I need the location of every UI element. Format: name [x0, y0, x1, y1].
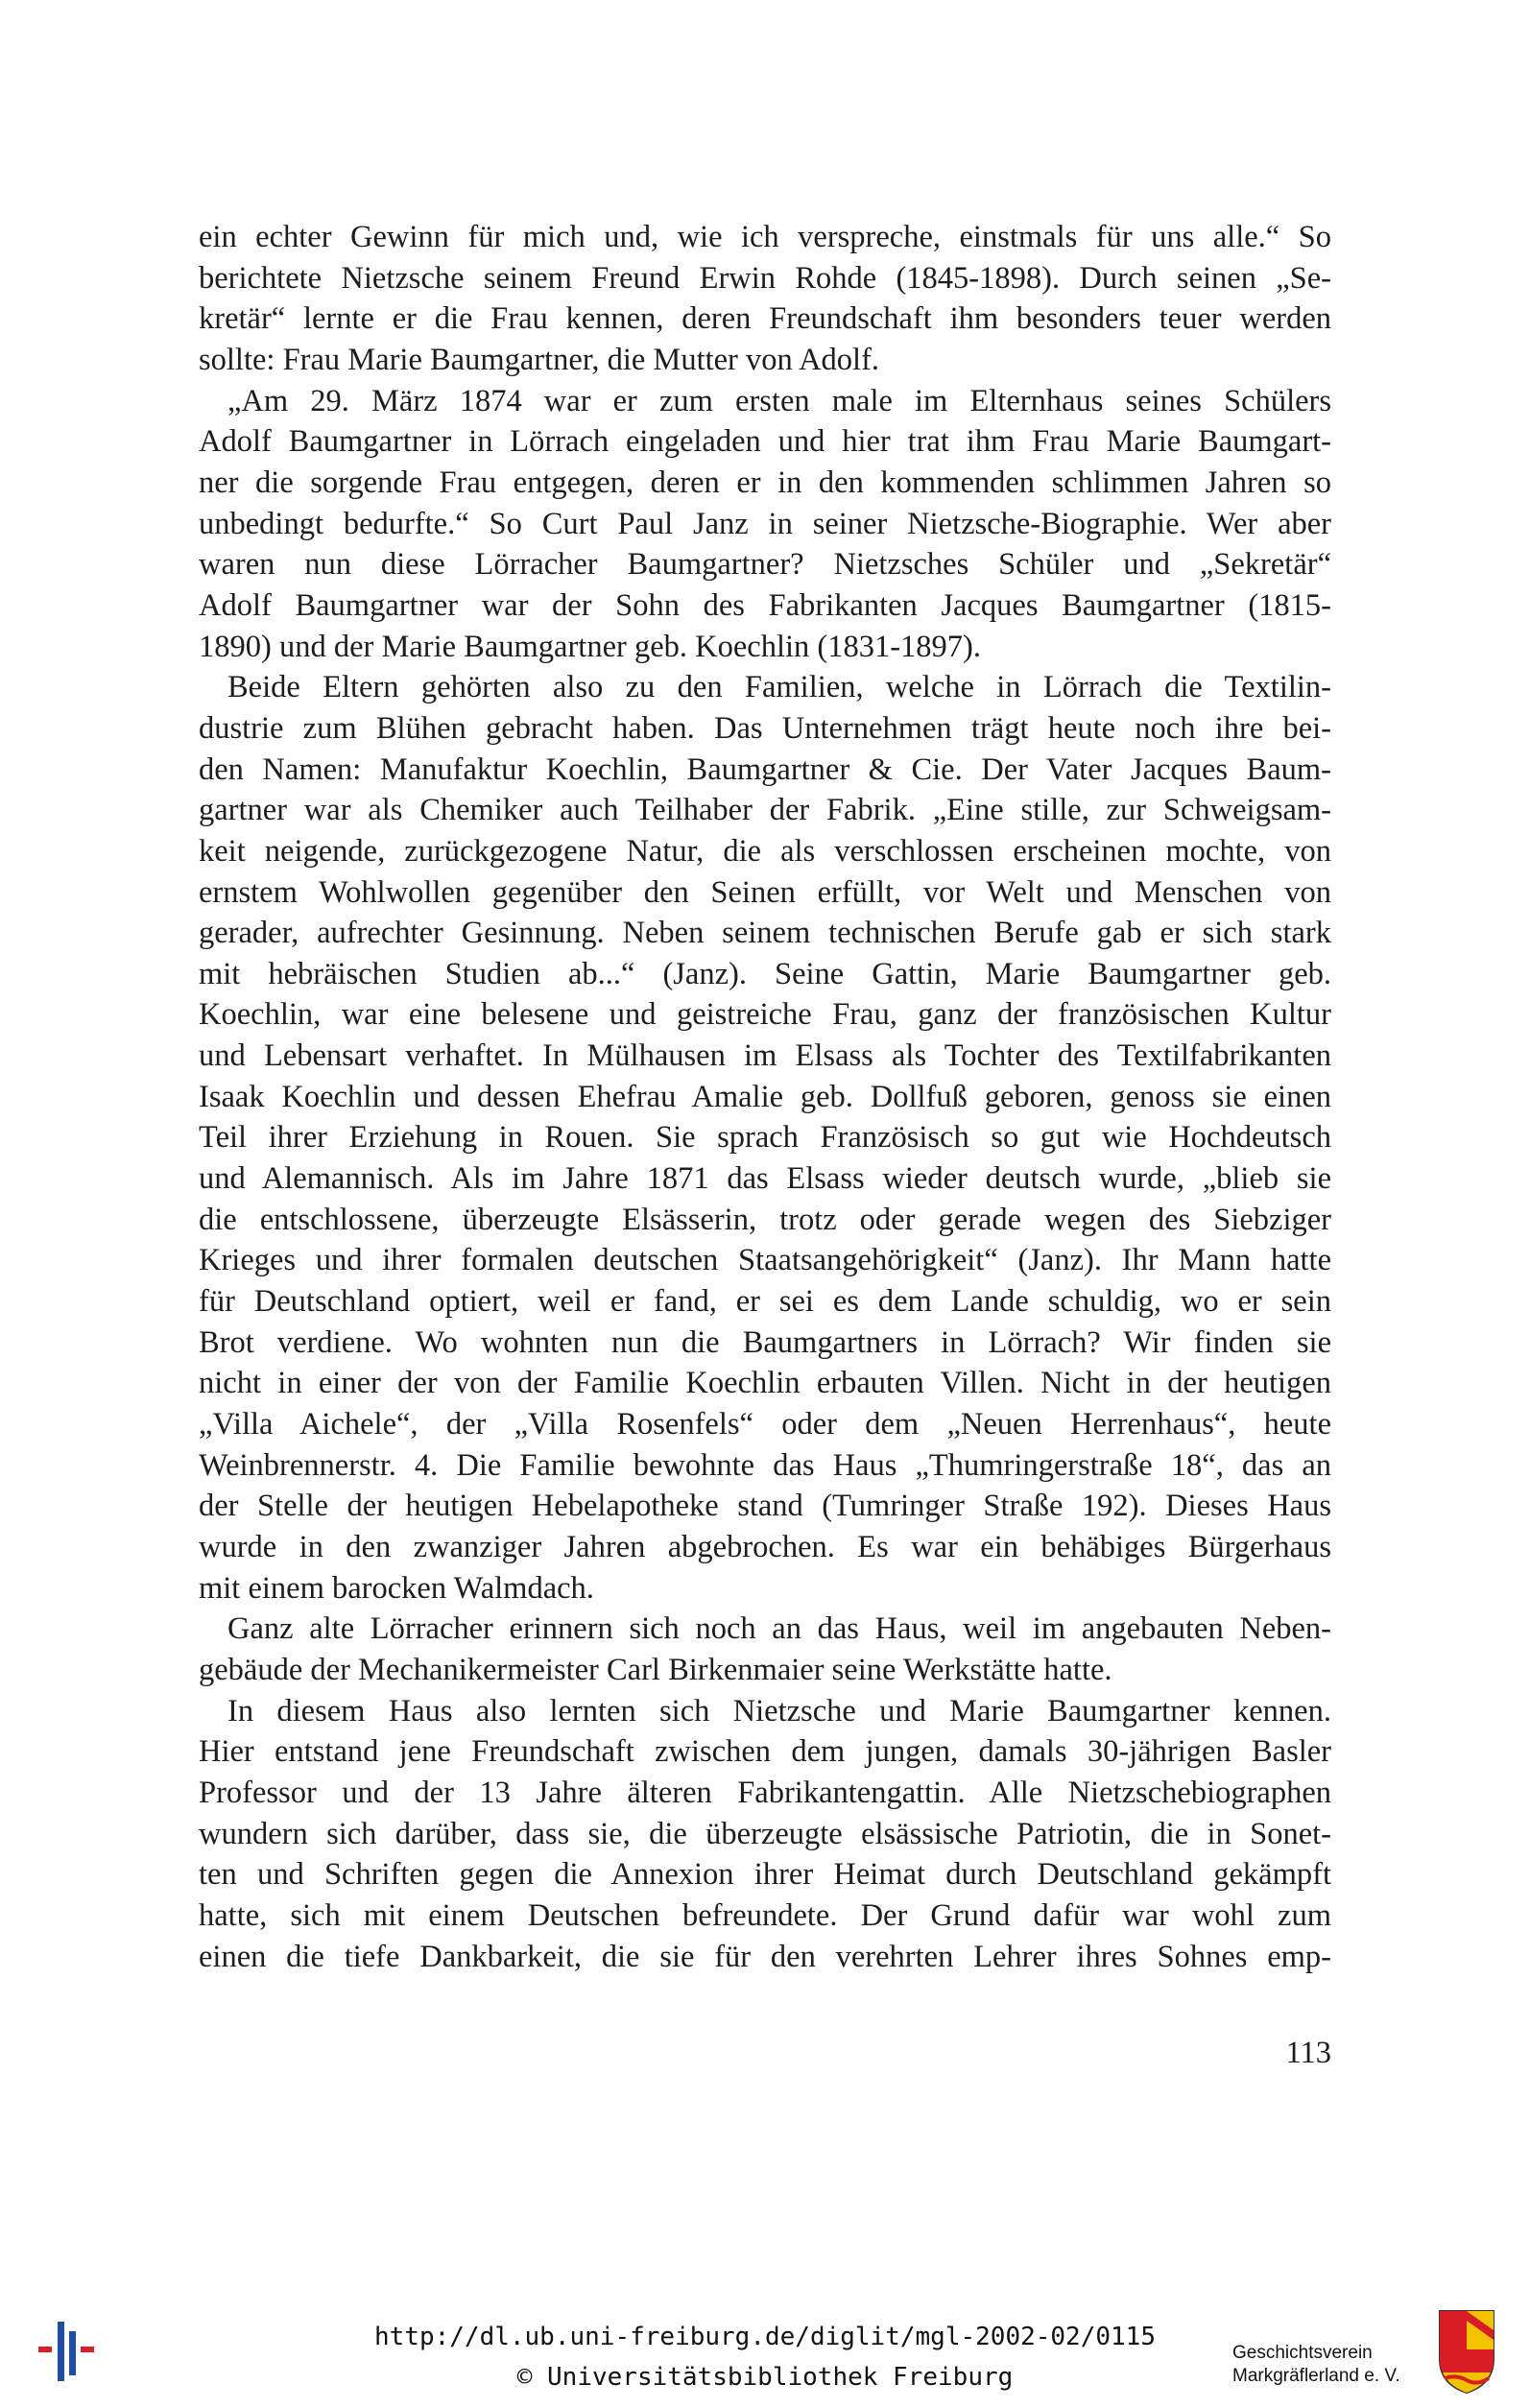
text-line: Professor und der 13 Jahre älteren Fabrikantengattin. Alle Nietzschebiographen [199, 1775, 1331, 1810]
page-number: 113 [1285, 2036, 1331, 2070]
text-line: Krieges und ihrer formalen deutschen Staatsangehörigkeit“ (Janz). Ihr Mann hatte [199, 1243, 1331, 1278]
text-line: sollte: Frau Marie Baumgartner, die Mutter von Adolf. [199, 342, 880, 377]
text-line: dustrie zum Blühen gebracht haben. Das Unternehmen trägt heute noch ihre bei- [199, 710, 1331, 746]
society-name-line1: Geschichtsverein [1232, 2343, 1373, 2363]
text-line: Adolf Baumgartner in Lörrach eingeladen und hier trat ihm Frau Marie Baumgart- [199, 424, 1331, 460]
text-line: gerader, aufrechter Gesinnung. Neben seinem technischen Berufe gab er sich stark [199, 916, 1331, 951]
text-line: Koechlin, war eine belesene und geistreiche Frau, ganz der französischen Kultur [199, 997, 1331, 1033]
text-line: Weinbrennerstr. 4. Die Familie bewohnte das Haus „Thumringerstraße 18“, das an [199, 1447, 1331, 1483]
text-line: hatte, sich mit einem Deutschen befreundete. Der Grund dafür war wohl zum [199, 1897, 1331, 1933]
text-line: für Deutschland optiert, weil er fand, er sei es dem Lande schuldig, wo er sein [199, 1284, 1331, 1320]
text-line: Isaak Koechlin und dessen Ehefrau Amalie geb. Dollfuß geboren, genoss sie einen [199, 1079, 1331, 1114]
text-line: unbedingt bedurfte.“ So Curt Paul Janz in seiner Nietzsche-Biographie. Wer aber [199, 506, 1331, 541]
text-line: Teil ihrer Erziehung in Rouen. Sie sprach Französisch so gut wie Hochdeutsch [199, 1120, 1331, 1156]
text-line: wundern sich darüber, dass sie, die überzeugte elsässische Patriotin, die in Sonet- [199, 1816, 1331, 1851]
text-line: keit neigende, zurückgezogene Natur, die als verschlossen erscheinen mochte, von [199, 833, 1331, 869]
text-line: ner die sorgende Frau entgegen, deren er in den kommenden schlimmen Jahren so [199, 465, 1331, 500]
text-line: In diesem Haus also lernten sich Nietzsche und Marie Baumgartner kennen. [227, 1693, 1331, 1729]
text-line: „Am 29. März 1874 war er zum ersten male im Elternhaus seines Schülers [227, 383, 1331, 418]
coat-of-arms-icon [1437, 2307, 1496, 2396]
text-line: Adolf Baumgartner war der Sohn des Fabrikanten Jacques Baumgartner (1815- [199, 587, 1331, 623]
crest-bottom-stripes [1440, 2349, 1494, 2372]
text-line: gebäude der Mechanikermeister Carl Birkenmaier seine Werkstätte hatte. [199, 1652, 1112, 1687]
text-line: Ganz alte Lörracher erinnern sich noch an das Haus, weil im angebauten Neben- [227, 1611, 1331, 1647]
text-line: waren nun diese Lörracher Baumgartner? Nietzsches Schüler und „Sekretär“ [199, 547, 1331, 583]
text-line: berichtete Nietzsche seinem Freund Erwin Rohde (1845-1898). Durch seinen „Se- [199, 260, 1331, 296]
text-line: und Alemannisch. Als im Jahre 1871 das Elsass wieder deutsch wurde, „blieb sie [199, 1161, 1331, 1197]
text-line: der Stelle der heutigen Hebelapotheke stand (Tumringer Straße 192). Dieses Haus [199, 1489, 1331, 1524]
text-line: „Villa Aichele“, der „Villa Rosenfels“ oder dem „Neuen Herrenhaus“, heute [199, 1407, 1331, 1442]
text-line: ernstem Wohlwollen gegenüber den Seinen erfüllt, vor Welt und Menschen von [199, 874, 1331, 910]
text-line: den Namen: Manufaktur Koechlin, Baumgartner & Cie. Der Vater Jacques Baum- [199, 751, 1331, 787]
text-line: gartner war als Chemiker auch Teilhaber der Fabrik. „Eine stille, zur Schweigsam- [199, 793, 1331, 828]
text-line: und Lebensart verhaftet. In Mülhausen im Elsass als Tochter des Textilfabrikanten [199, 1038, 1331, 1074]
text-line: nicht in einer der von der Familie Koechlin erbauten Villen. Nicht in der heutigen [199, 1366, 1331, 1401]
footer-copyright: © Universitätsbibliothek Freiburg [516, 2363, 1014, 2392]
text-line: die entschlossene, überzeugte Elsässerin, trotz oder gerade wegen des Siebziger [199, 1202, 1331, 1237]
body-text [199, 217, 1331, 1977]
text-line: mit hebräischen Studien ab...“ (Janz). Seine Gattin, Marie Baumgartner geb. [199, 956, 1331, 991]
crest-top-left [1440, 2311, 1467, 2349]
text-line: kretär“ lernte er die Frau kennen, deren Freundschaft ihm besonders teuer werden [199, 301, 1331, 337]
text-line: 1890) und der Marie Baumgartner geb. Koechlin (1831-1897). [199, 629, 981, 664]
text-line: einen die tiefe Dankbarkeit, die sie für den verehrten Lehrer ihres Sohnes emp- [199, 1939, 1331, 1974]
society-name [1232, 2342, 1434, 2388]
text-line: ein echter Gewinn für mich und, wie ich verspreche, einstmals für uns alle.“ So [199, 220, 1331, 254]
text-line: Hier entstand jene Freundschaft zwischen dem jungen, damals 30-jährigen Basler [199, 1734, 1331, 1770]
text-line: ten und Schriften gegen die Annexion ihrer Heimat durch Deutschland gekämpft [199, 1857, 1331, 1893]
text-line: wurde in den zwanziger Jahren abgebrochen. Es war ein behäbiges Bürgerhaus [199, 1530, 1331, 1564]
text-line: Beide Eltern gehörten also zu den Familien, welche in Lörrach die Textilin- [227, 670, 1331, 705]
text-line: mit einem barocken Walmdach. [199, 1570, 594, 1606]
text-line: Brot verdiene. Wo wohnten nun die Baumgartners in Lörrach? Wir finden sie [199, 1324, 1331, 1360]
footer-url-link[interactable]: http://dl.ub.uni-freiburg.de/diglit/mgl-2002-02/0115 [374, 2323, 1156, 2351]
society-name-line2: Markgräflerland e. V. [1232, 2366, 1400, 2386]
